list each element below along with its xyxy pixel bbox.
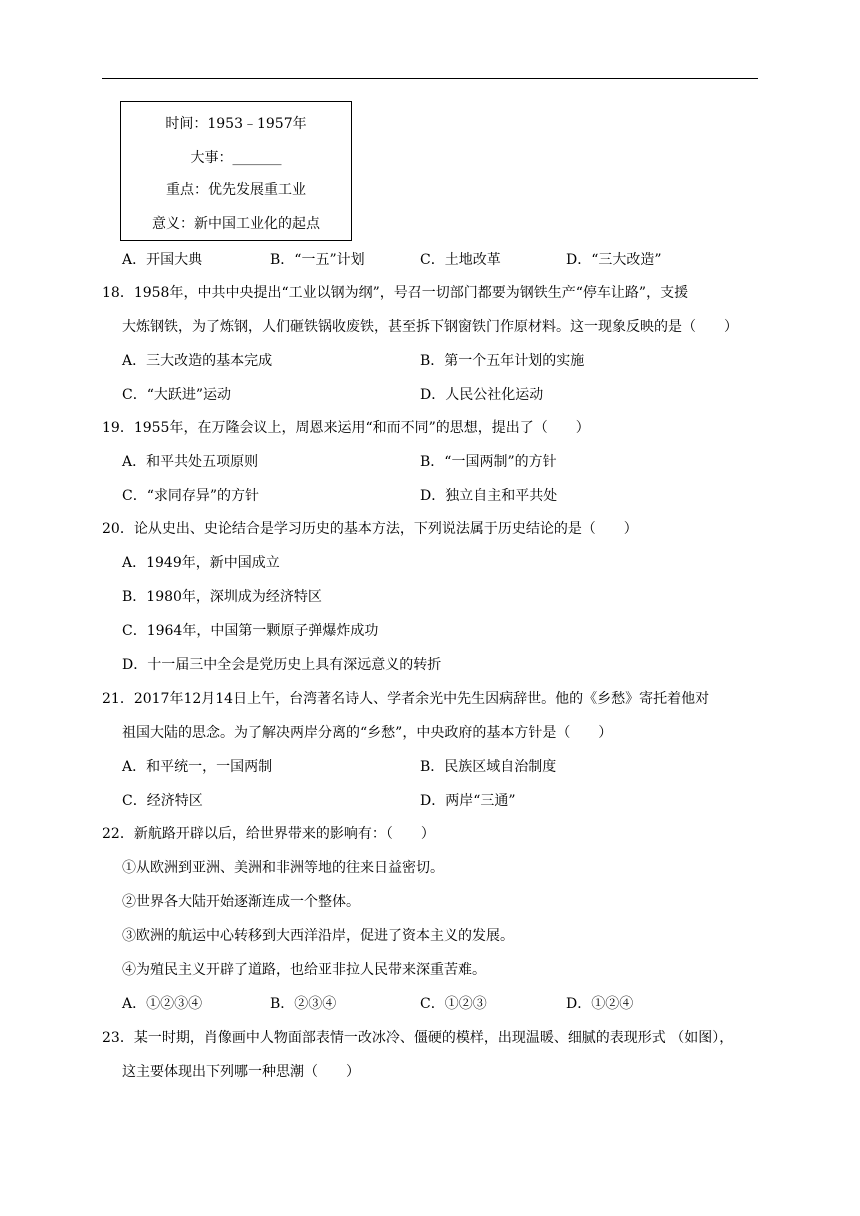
q22-option-a[interactable]: A．①②③④	[122, 996, 203, 1012]
q21-option-c[interactable]: C．经济特区	[122, 793, 203, 809]
q22-option-d[interactable]: D．①②④	[566, 996, 634, 1012]
q18-option-a[interactable]: A．三大改造的基本完成	[122, 353, 273, 369]
info-event: 大事：_______	[190, 150, 282, 166]
info-box	[120, 101, 352, 241]
q18-option-d[interactable]: D．人民公社化运动	[420, 387, 544, 403]
info-focus: 重点：优先发展重工业	[166, 182, 306, 198]
q18-stem-line-1: 18．1958年，中共中央提出“工业以钢为纲”，号召一切部门都要为钢铁生产“停车让路”，支援	[102, 285, 689, 301]
q19-option-c[interactable]: C．“求同存异”的方针	[122, 488, 260, 504]
q20-option-d[interactable]: D．十一届三中全会是党历史上具有深远意义的转折	[122, 657, 442, 673]
q18-option-c[interactable]: C．“大跃进”运动	[122, 387, 232, 403]
q20-option-c[interactable]: C．1964年，中国第一颗原子弹爆炸成功	[122, 623, 379, 639]
q19-option-b[interactable]: B．“一国两制”的方针	[420, 454, 557, 470]
q21-option-b[interactable]: B．民族区域自治制度	[420, 759, 557, 775]
q19-stem-line-1: 19．1955年，在万隆会议上，周恩来运用“和而不同”的思想，提出了（ ）	[102, 420, 590, 436]
q20-stem-line-1: 20．论从史出、史论结合是学习历史的基本方法，下列说法属于历史结论的是（ ）	[102, 521, 638, 537]
q21-option-a[interactable]: A．和平统一，一国两制	[122, 759, 273, 775]
q21-option-d[interactable]: D．两岸“三通”	[420, 793, 516, 809]
q22-item-3: ③欧洲的航运中心转移到大西洋沿岸，促进了资本主义的发展。	[122, 928, 514, 944]
q17-option-b[interactable]: B．“一五”计划	[270, 252, 365, 268]
header-rule	[102, 78, 758, 79]
q22-option-b[interactable]: B．②③④	[270, 996, 337, 1012]
q23-stem-line-1: 23．某一时期，肖像画中人物面部表情一改冰冷、僵硬的模样，出现温暖、细腻的表现形式 （如图），	[102, 1030, 734, 1046]
q18-stem-line-2: 大炼钢铁，为了炼钢，人们砸铁锅收废铁，甚至拆下钢窗铁门作原材料。这一现象反映的是（ ）	[122, 319, 738, 335]
q18-option-b[interactable]: B．第一个五年计划的实施	[420, 353, 585, 369]
q17-option-a[interactable]: A．开国大典	[122, 252, 203, 268]
q19-option-d[interactable]: D．独立自主和平共处	[420, 488, 558, 504]
q23-stem-line-2: 这主要体现出下列哪一种思潮（ ）	[122, 1064, 360, 1080]
q17-option-d[interactable]: D．“三大改造”	[566, 252, 662, 268]
q21-stem-line-2: 祖国大陆的思念。为了解决两岸分离的“乡愁”，中央政府的基本方针是（ ）	[122, 725, 613, 741]
q17-option-c[interactable]: C．土地改革	[420, 252, 501, 268]
q20-option-b[interactable]: B．1980年，深圳成为经济特区	[122, 589, 322, 605]
info-meaning: 意义：新中国工业化的起点	[152, 216, 320, 232]
q22-item-2: ②世界各大陆开始逐渐连成一个整体。	[122, 894, 360, 910]
q19-option-a[interactable]: A．和平共处五项原则	[122, 454, 259, 470]
q22-item-1: ①从欧洲到亚洲、美洲和非洲等地的往来日益密切。	[122, 860, 444, 876]
q20-option-a[interactable]: A．1949年，新中国成立	[122, 555, 280, 571]
q21-stem-line-1: 21．2017年12月14日上午，台湾著名诗人、学者余光中先生因病辞世。他的《乡愁》寄托着他对	[102, 691, 710, 707]
q22-option-c[interactable]: C．①②③	[420, 996, 487, 1012]
q22-stem-line-1: 22．新航路开辟以后，给世界带来的影响有：（ ）	[102, 826, 435, 842]
q22-item-4: ④为殖民主义开辟了道路，也给亚非拉人民带来深重苦难。	[122, 962, 486, 978]
info-time: 时间：1953﹣1957年	[165, 116, 307, 132]
